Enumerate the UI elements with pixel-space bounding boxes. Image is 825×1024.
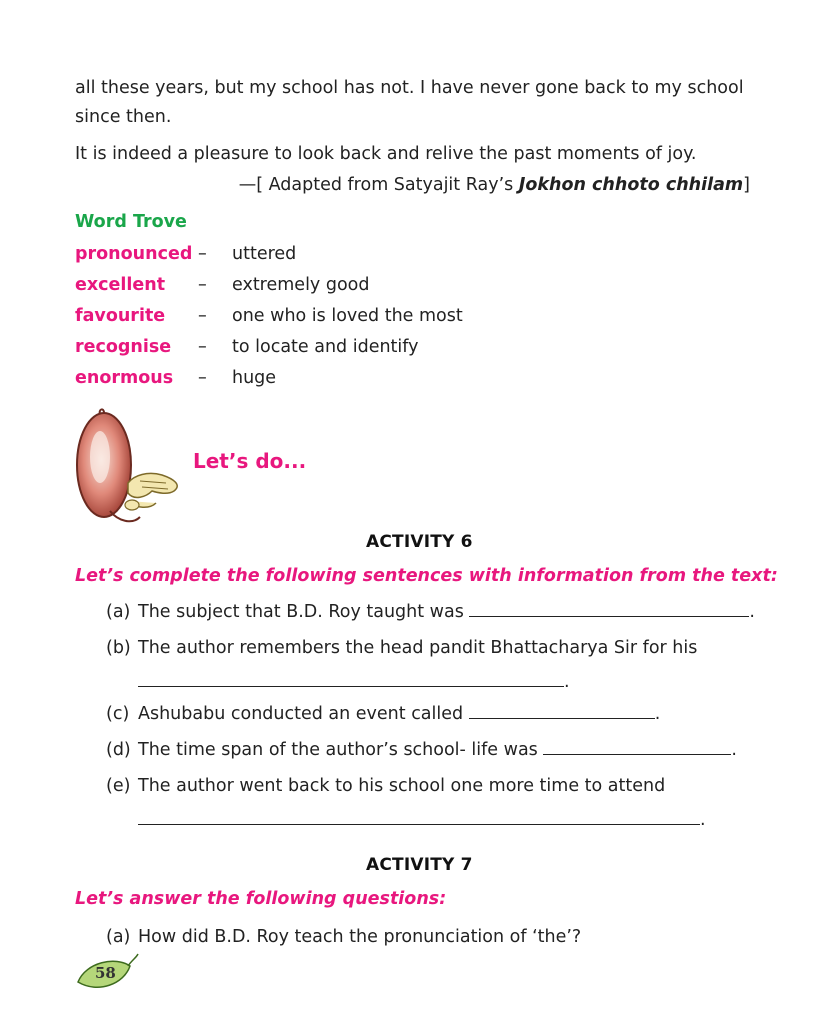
word-trove-title: Word Trove [75, 212, 187, 232]
vocab-word: pronounced [75, 244, 193, 264]
period: . [564, 672, 570, 692]
answer-blank[interactable] [469, 615, 749, 617]
separator-dash: – [198, 244, 207, 264]
period: . [700, 810, 706, 830]
period: . [749, 602, 755, 622]
separator-dash: – [198, 306, 207, 326]
question-label: (a) [106, 927, 131, 947]
vocab-meaning: uttered [232, 244, 297, 264]
answer-line-b [138, 672, 570, 692]
credit-prefix: —[ Adapted from Satyajit Ray’s [238, 175, 519, 195]
vocab-meaning: to locate and identify [232, 337, 419, 357]
answer-blank[interactable] [138, 685, 564, 687]
peanut-mascot-icon [70, 405, 195, 530]
answer-line-e [138, 810, 706, 830]
answer-blank[interactable] [469, 717, 655, 719]
question-label: (d) [106, 740, 131, 760]
vocab-word: enormous [75, 368, 174, 388]
activity-6-instruction: Let’s complete the following sentences with information from the text: [75, 566, 778, 586]
passage-paragraph: all these years, but my school has not. I have never gone back to my school since then. [75, 78, 744, 127]
question-text: The author remembers the head pandit Bhattacharya Sir for his [138, 638, 698, 658]
question-label: (b) [106, 638, 131, 658]
activity-7-instruction: Let’s answer the following questions: [75, 889, 447, 909]
answer-blank[interactable] [543, 753, 731, 755]
question-text: Ashubabu conducted an event called [138, 704, 464, 724]
vocab-word: favourite [75, 306, 166, 326]
question-text: The author went back to his school one more time to attend [138, 776, 666, 796]
answer-blank[interactable] [138, 823, 700, 825]
question-text: The time span of the author’s school- life was [138, 740, 538, 760]
vocab-meaning: huge [232, 368, 277, 388]
activity-7-heading: ACTIVITY 7 [366, 855, 473, 875]
page-number: 58 [95, 964, 116, 982]
question-label: (a) [106, 602, 131, 622]
vocab-meaning: one who is loved the most [232, 306, 463, 326]
question-label: (e) [106, 776, 131, 796]
question-text: The subject that B.D. Roy taught was [138, 602, 464, 622]
activity-6-heading: ACTIVITY 6 [366, 532, 473, 552]
vocab-meaning: extremely good [232, 275, 370, 295]
credit-title: Jokhon chhoto chhilam [518, 175, 744, 195]
source-credit [75, 175, 750, 195]
vocab-word: recognise [75, 337, 172, 357]
credit-suffix: ] [743, 175, 750, 195]
period: . [654, 704, 661, 724]
lets-do-heading: Let’s do... [193, 449, 307, 473]
separator-dash: – [198, 337, 207, 357]
separator-dash: – [198, 368, 207, 388]
question-text: How did B.D. Roy teach the pronunciation of ‘the’? [138, 927, 582, 947]
vocab-word: excellent [75, 275, 166, 295]
passage-closing-line: It is indeed a pleasure to look back and relive the past moments of joy. [75, 144, 697, 164]
question-label: (c) [106, 704, 130, 724]
separator-dash: – [198, 275, 207, 295]
period: . [731, 740, 737, 760]
